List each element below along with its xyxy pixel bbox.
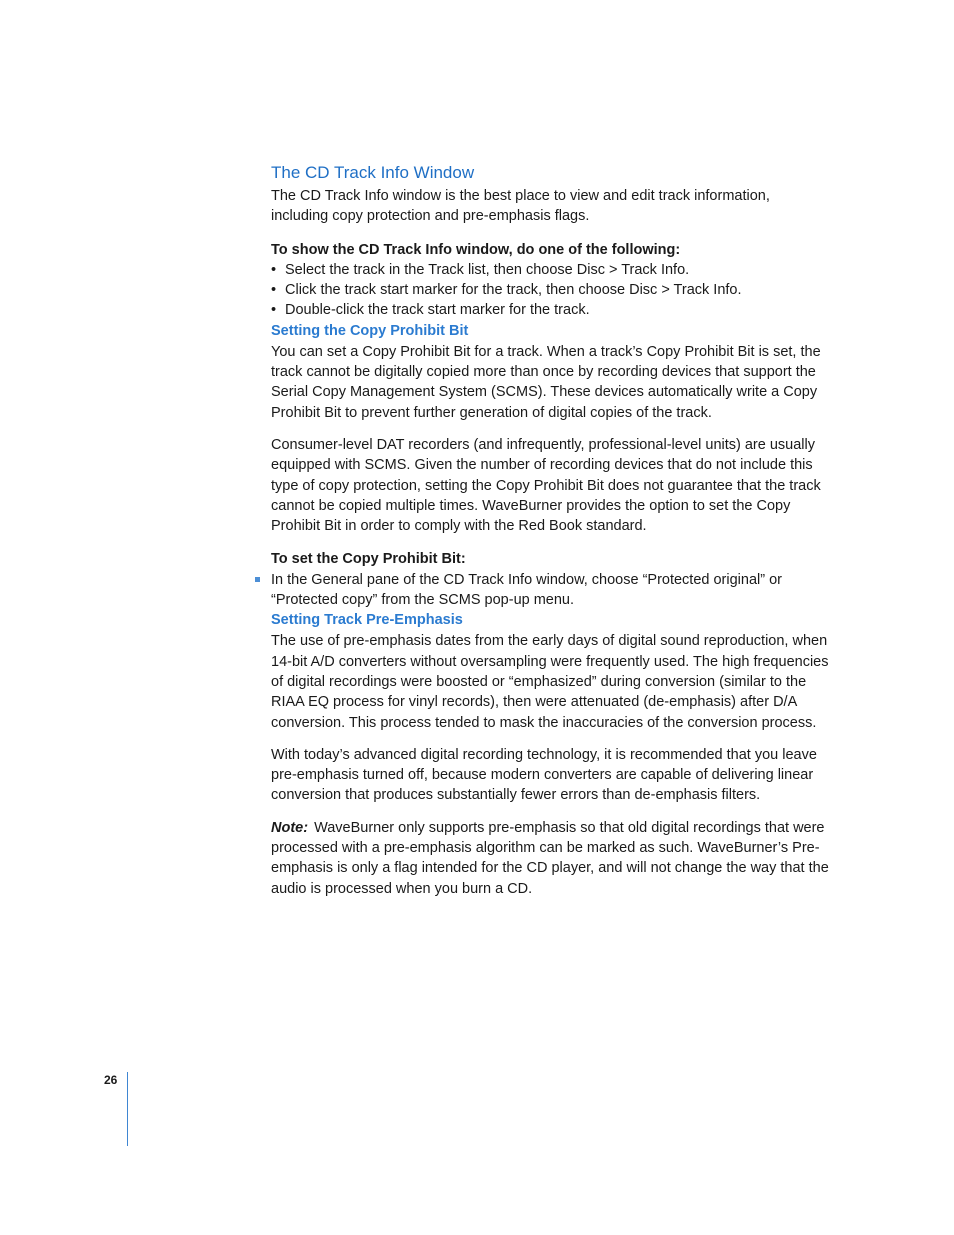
page-number: 26 [104,1073,118,1087]
section-title: The CD Track Info Window [271,163,475,182]
page-margin-rule [127,1072,128,1146]
bullet-icon: • [271,261,277,278]
pre-emphasis-paragraph-1: The use of pre-emphasis dates from the early days of digital sound reproduction, when 14-bit A/D converters without oversampling were frequently used. The high frequencies of digital recordings were boosted or “emphasized” during conversion (similar to the RIAA EQ process for vinyl records), then were attenuated (de-emphasis) after D/A conversion. This process tended to mask the inaccuracies of the conversion process. [271,633,829,731]
list-item: • Double-click the track start marker for the track. [271,300,831,320]
list-item: • Click the track start marker for the track, then choose Disc > Track Info. [271,280,831,300]
note-label: Note: [271,819,309,836]
set-copy-prohibit-heading: To set the Copy Prohibit Bit: [271,551,466,568]
show-window-heading: To show the CD Track Info window, do one of the following: [271,241,681,258]
copy-prohibit-title: Setting the Copy Prohibit Bit [271,322,469,339]
pre-emphasis-note [271,818,831,899]
pre-emphasis-paragraph-2: With today’s advanced digital recording technology, it is recommended that you leave pre-emphasis turned off, because modern converters are capable of delivering linear conversion that produces substantially fewer errors than de-emphasis filters. [271,746,817,804]
show-window-list [271,260,831,321]
bullet-icon: • [271,302,277,319]
section-intro: The CD Track Info window is the best place to view and edit track information, including copy protection and pre-emphasis flags. [271,188,770,225]
copy-prohibit-paragraph-2: Consumer-level DAT recorders (and infrequently, professional-level units) are usually equipped with SCMS. Given the number of recording devices that do not include this type of copy protection, setting the Copy Prohibit Bit does not guarantee that the track cannot be copied multiple times. WaveBurner provides the option to set the Copy Prohibit Bit in order to comply with the Red Book standard. [271,436,821,535]
copy-prohibit-paragraph-1: You can set a Copy Prohibit Bit for a track. When a track’s Copy Prohibit Bit is set, the track cannot be digitally copied more than once by recording devices that support the Serial Copy Management System (SCMS). These devices automatically write a Copy Prohibit Bit to prevent further generation of digital copies of the track. [271,343,821,421]
bullet-icon: • [271,282,277,299]
pre-emphasis-title: Setting Track Pre-Emphasis [271,612,463,629]
list-item: • Select the track in the Track list, then choose Disc > Track Info. [271,260,831,280]
step-square-icon [255,577,260,582]
note-text: WaveBurner only supports pre-emphasis so that old digital recordings that were processed with a pre-emphasis algorithm can be marked as such. WaveBurner’s Pre-emphasis is only a flag intended for the CD player, and will not change the way that the audio is processed when you burn a CD. [271,819,829,897]
page-content [271,162,831,899]
set-copy-prohibit-step: In the General pane of the CD Track Info window, choose “Protected original” or “Protected copy” from the SCMS pop-up menu. [271,570,831,611]
